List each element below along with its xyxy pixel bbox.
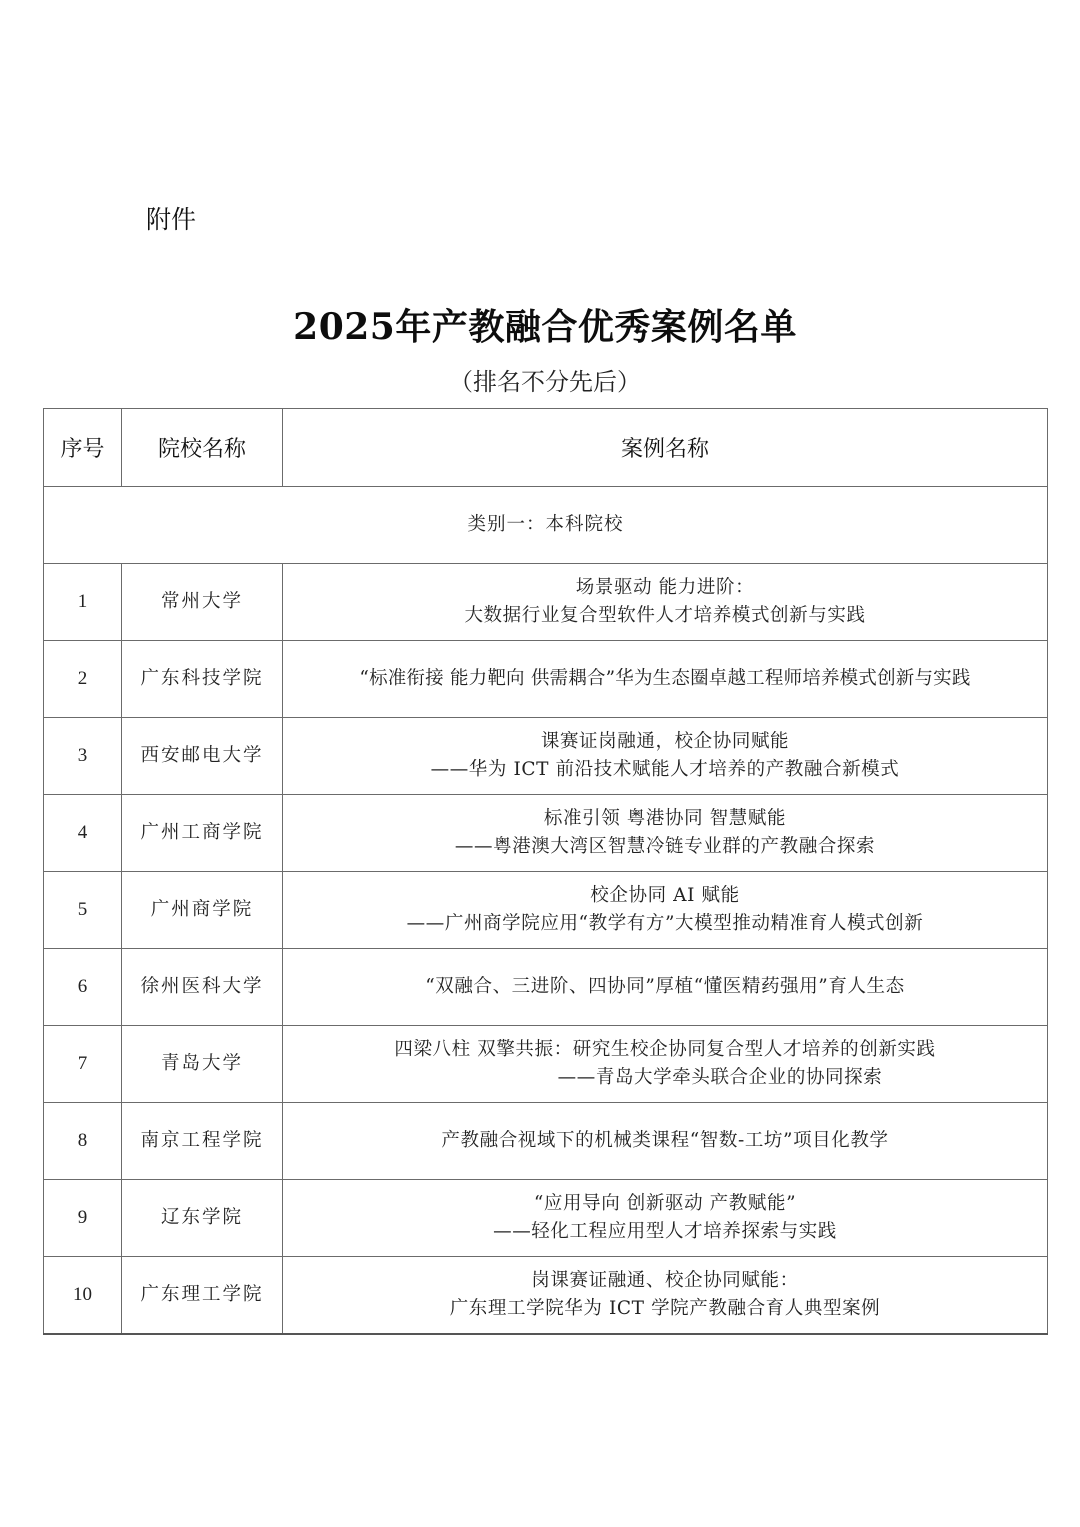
- header-index: 序号: [44, 409, 122, 487]
- case-line: 课赛证岗融通，校企协同赋能: [540, 731, 790, 752]
- row-school: 广东理工学院: [122, 1257, 283, 1335]
- row-index: 10: [44, 1257, 122, 1335]
- case-line: 岗课赛证融通、校企协同赋能：: [531, 1270, 799, 1291]
- row-index: 2: [44, 641, 122, 718]
- table-row: [44, 564, 1048, 641]
- table-row: [44, 641, 1048, 718]
- case-line: “应用导向 创新驱动 产教赋能”: [533, 1193, 797, 1214]
- document-subtitle: （排名不分先后）: [449, 368, 641, 396]
- row-case: [283, 1180, 1048, 1257]
- table-row: [44, 1026, 1048, 1103]
- case-line: ——广州商学院应用“教学有方”大模型推动精准育人模式创新: [406, 913, 924, 934]
- case-line: 产教融合视域下的机械类课程“智数-工坊”项目化教学: [441, 1130, 889, 1151]
- row-index: 4: [44, 795, 122, 872]
- row-index: 9: [44, 1180, 122, 1257]
- row-school: 广州工商学院: [122, 795, 283, 872]
- row-index: 8: [44, 1103, 122, 1180]
- case-line: “标准衔接 能力靶向 供需耦合”华为生态圈卓越工程师培养模式创新与实践: [359, 668, 971, 689]
- row-index: 6: [44, 949, 122, 1026]
- table-header-row: [44, 409, 1048, 487]
- header-case: 案例名称: [283, 409, 1048, 487]
- case-line: 场景驱动 能力进阶：: [575, 577, 755, 598]
- category-row: [44, 487, 1048, 564]
- table-row: [44, 949, 1048, 1026]
- row-case: [283, 1257, 1048, 1335]
- row-case: [283, 564, 1048, 641]
- row-school: 辽东学院: [122, 1180, 283, 1257]
- row-school: 徐州医科大学: [122, 949, 283, 1026]
- table-row: [44, 1103, 1048, 1180]
- row-school: 南京工程学院: [122, 1103, 283, 1180]
- header-school: 院校名称: [122, 409, 283, 487]
- row-case: [283, 641, 1048, 718]
- row-case: [283, 1103, 1048, 1180]
- row-index: 7: [44, 1026, 122, 1103]
- case-line: 四梁八柱 双擎共振：研究生校企协同复合型人才培养的创新实践: [394, 1039, 936, 1060]
- row-index: 5: [44, 872, 122, 949]
- case-list-table: [43, 408, 1048, 1335]
- case-line: ——青岛大学牵头联合企业的协同探索: [557, 1067, 883, 1088]
- row-case: [283, 1026, 1048, 1103]
- case-line: 大数据行业复合型软件人才培养模式创新与实践: [464, 605, 866, 626]
- category-label: 类别一：本科院校: [44, 487, 1048, 564]
- table-row: [44, 1180, 1048, 1257]
- table-row: [44, 718, 1048, 795]
- row-index: 1: [44, 564, 122, 641]
- table-row: [44, 1257, 1048, 1335]
- table-row: [44, 795, 1048, 872]
- case-line: ——粤港澳大湾区智慧冷链专业群的产教融合探索: [454, 836, 876, 857]
- row-school: 西安邮电大学: [122, 718, 283, 795]
- document-title: 2025年产教融合优秀案例名单: [293, 306, 797, 348]
- row-case: [283, 718, 1048, 795]
- row-case: [283, 949, 1048, 1026]
- case-line: ——华为 ICT 前沿技术赋能人才培养的产教融合新模式: [430, 759, 900, 780]
- row-index: 3: [44, 718, 122, 795]
- case-line: 标准引领 粤港协同 智慧赋能: [543, 808, 787, 829]
- row-school: 青岛大学: [122, 1026, 283, 1103]
- case-line: 校企协同 AI 赋能: [590, 885, 740, 906]
- table-row: [44, 872, 1048, 949]
- row-school: 广州商学院: [122, 872, 283, 949]
- row-case: [283, 795, 1048, 872]
- row-school: 常州大学: [122, 564, 283, 641]
- row-school: 广东科技学院: [122, 641, 283, 718]
- row-case: [283, 872, 1048, 949]
- case-line: 广东理工学院华为 ICT 学院产教融合育人典型案例: [449, 1298, 881, 1319]
- case-line: ——轻化工程应用型人才培养探索与实践: [493, 1221, 837, 1242]
- attachment-label: 附件: [146, 205, 197, 234]
- case-line: “双融合、三进阶、四协同”厚植“懂医精药强用”育人生态: [425, 976, 905, 997]
